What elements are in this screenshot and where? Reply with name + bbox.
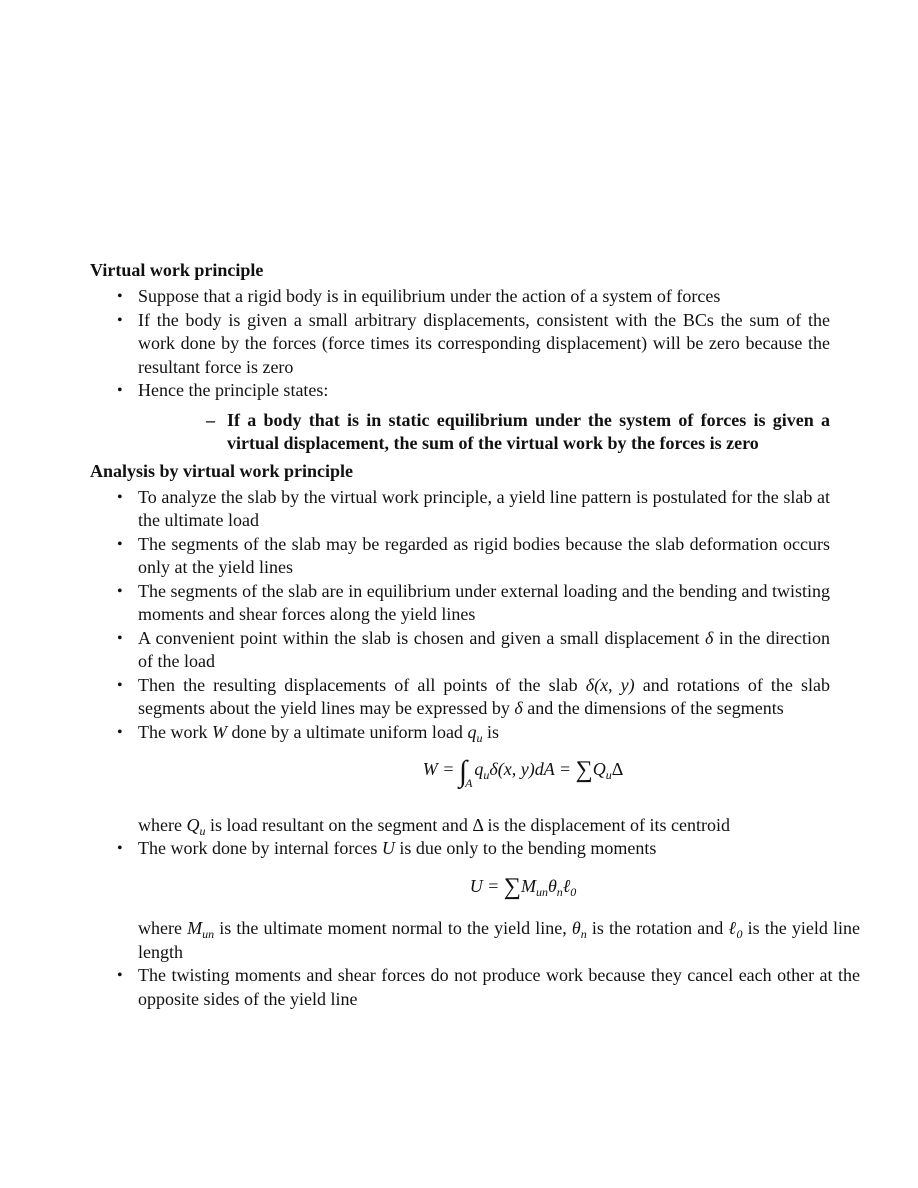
bullet-text: If the body is given a small arbitrary displacements, consistent with the BCs the sum of the work done by the forces (force times its corresponding displacement) will be zero because the resultant force is zero bbox=[138, 309, 830, 377]
bullet-icon: • bbox=[117, 676, 123, 694]
bullet-text: in the direction of the load bbox=[138, 627, 831, 671]
bullet-icon: • bbox=[117, 288, 123, 305]
bullet-text: Suppose that a rigid body is in equilibrium under the action of a system of forces bbox=[138, 286, 721, 306]
bullet-icon: • bbox=[117, 723, 123, 741]
explanation-text: where bbox=[138, 918, 188, 938]
eq-lhs: U = bbox=[469, 875, 504, 896]
explanation-text: is the ultimate moment normal to the yield line, bbox=[214, 918, 572, 938]
bullet-text: The segments of the slab are in equilibrium under external loading and the bending and twisting moments and shear forces along the yield lines bbox=[138, 580, 830, 624]
displacement-field-symbol: δ(x, y) bbox=[585, 674, 635, 695]
bullet-icon: • bbox=[117, 629, 123, 647]
eq-length: ℓ bbox=[562, 875, 571, 896]
explanation-text: where bbox=[138, 814, 187, 835]
eq-length-subscript: 0 bbox=[570, 884, 577, 899]
explanation-text: is the yield line length bbox=[138, 918, 860, 962]
bullet-icon: • bbox=[117, 535, 123, 553]
equation-explanation bbox=[90, 814, 860, 838]
bullet-icon: • bbox=[117, 382, 123, 399]
load-symbol: q bbox=[467, 721, 477, 742]
bullet-icon: • bbox=[117, 488, 123, 506]
principle-text: If a body that is in static equilibrium under the system of forces is given a virtual displacement, the sum of the virtual work by the forces is zero bbox=[227, 409, 830, 453]
internal-work-symbol: U bbox=[381, 838, 395, 858]
eq-resultant-subscript: u bbox=[605, 768, 612, 782]
list-item bbox=[90, 285, 860, 309]
principle-statement bbox=[138, 409, 860, 456]
bullet-text: is due only to the bending moments bbox=[394, 838, 657, 858]
list-item bbox=[90, 837, 860, 899]
list-item bbox=[90, 721, 860, 796]
bullet-icon: • bbox=[117, 582, 123, 600]
moment-symbol: M bbox=[187, 918, 203, 938]
bullet-icon: • bbox=[117, 967, 123, 984]
virtual-work-bullets bbox=[90, 285, 860, 456]
bullet-text: is bbox=[482, 721, 499, 742]
load-subscript: u bbox=[476, 730, 483, 745]
external-work-equation bbox=[138, 755, 860, 796]
list-item bbox=[90, 674, 860, 721]
rotation-symbol: θ bbox=[571, 918, 581, 938]
explanation-text: is load resultant on the segment and Δ is the displacement of its centroid bbox=[205, 814, 730, 835]
equation-explanation-2 bbox=[90, 917, 860, 964]
bullet-text: To analyze the slab by the virtual work principle, a yield line pattern is postulated for the slab at the ultimate load bbox=[138, 486, 830, 530]
analysis-bullets bbox=[90, 486, 860, 796]
list-item bbox=[90, 580, 860, 627]
list-item bbox=[90, 309, 860, 380]
bullet-text: done by a ultimate uniform load bbox=[226, 721, 468, 742]
integral-icon: ∫ bbox=[458, 755, 468, 788]
dash-icon: – bbox=[206, 409, 215, 430]
integral-domain: A bbox=[465, 776, 473, 790]
sum-icon: ∑ bbox=[503, 873, 521, 900]
section-title-virtual-work: Virtual work principle bbox=[90, 260, 264, 280]
length-symbol: ℓ bbox=[728, 918, 737, 938]
bullet-text: The twisting moments and shear forces do not produce work because they cancel each other at the opposite sides of the yield line bbox=[138, 965, 860, 1009]
eq-body: δ(x, y)dA = bbox=[489, 759, 576, 779]
bullet-text: and the dimensions of the segments bbox=[522, 698, 784, 718]
delta-symbol: δ bbox=[514, 698, 523, 718]
eq-rotation: θ bbox=[547, 875, 557, 896]
section-title-analysis: Analysis by virtual work principle bbox=[90, 460, 354, 481]
eq-rotation-subscript: n bbox=[556, 884, 563, 899]
eq-moment: M bbox=[520, 875, 536, 896]
list-item bbox=[90, 379, 860, 456]
analysis-bullets-continued bbox=[90, 837, 860, 899]
length-subscript: 0 bbox=[736, 927, 743, 941]
eq-moment-subscript: un bbox=[535, 884, 548, 899]
page-content bbox=[90, 259, 860, 1013]
sum-icon: ∑ bbox=[575, 757, 593, 783]
bullet-text: The work done by internal forces bbox=[138, 838, 382, 858]
moment-subscript: un bbox=[202, 927, 215, 941]
eq-lhs: W = bbox=[422, 759, 459, 779]
bullet-text: and rotations of the slab segments about the yield lines may be expressed by bbox=[138, 674, 830, 718]
analysis-bullets-final bbox=[90, 964, 860, 1011]
work-symbol: W bbox=[211, 721, 227, 742]
bullet-text: Hence the principle states: bbox=[138, 380, 329, 400]
eq-load-subscript: u bbox=[483, 768, 490, 782]
eq-tail: Δ bbox=[611, 759, 624, 779]
resultant-subscript: u bbox=[199, 823, 206, 838]
list-item bbox=[90, 627, 860, 674]
bullet-icon: • bbox=[117, 311, 123, 329]
rotation-subscript: n bbox=[580, 927, 587, 941]
bullet-text: The work bbox=[138, 721, 212, 742]
internal-work-equation bbox=[138, 875, 860, 900]
eq-load: q bbox=[474, 759, 484, 779]
eq-resultant: Q bbox=[592, 759, 606, 779]
delta-symbol: δ bbox=[705, 627, 714, 648]
bullet-text: Then the resulting displacements of all points of the slab bbox=[138, 674, 586, 695]
list-item bbox=[90, 964, 860, 1011]
bullet-icon: • bbox=[117, 840, 123, 857]
bullet-text: The segments of the slab may be regarded as rigid bodies because the slab deformation occurs only at the yield lines bbox=[138, 533, 830, 577]
explanation-text: is the rotation and bbox=[586, 918, 729, 938]
bullet-text: A convenient point within the slab is chosen and given a small displacement bbox=[138, 627, 706, 648]
resultant-symbol: Q bbox=[186, 814, 200, 835]
sub-list-item bbox=[138, 409, 860, 456]
list-item bbox=[90, 486, 860, 533]
list-item bbox=[90, 533, 860, 580]
